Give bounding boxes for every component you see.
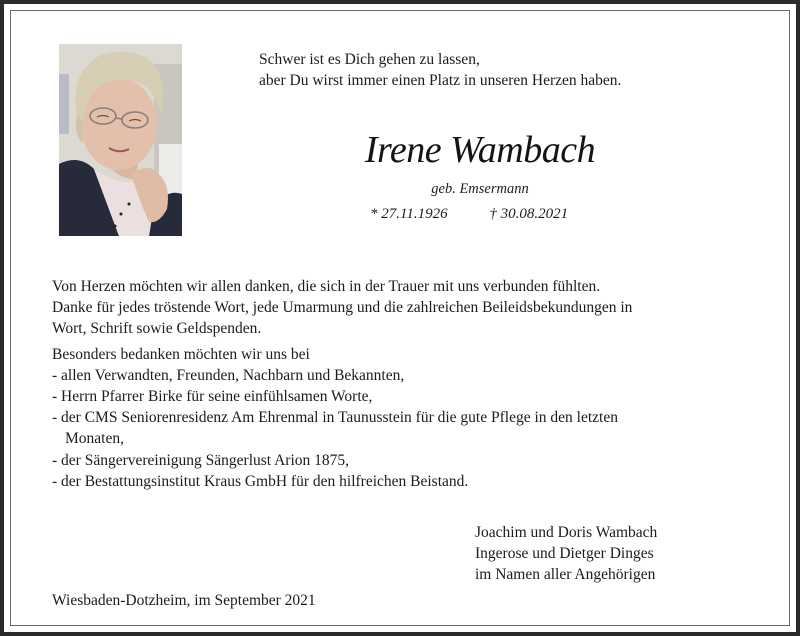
death-date: † 30.08.2021 xyxy=(489,206,569,222)
signature-line-3: im Namen aller Angehörigen xyxy=(475,566,656,583)
place-and-date: Wiesbaden-Dotzheim, im September 2021 xyxy=(52,592,316,609)
intro-line-1: Von Herzen möchten wir allen danken, die sich in der Trauer mit uns verbunden fühlten. xyxy=(52,278,601,295)
thanks-heading: Besonders bedanken möchten wir uns bei xyxy=(52,345,310,363)
life-dates xyxy=(370,204,568,224)
motto-line-1: Schwer ist es Dich gehen zu lassen, xyxy=(259,51,480,68)
thanks-item: - allen Verwandten, Freunden, Nachbarn und Bekannten, xyxy=(52,366,405,384)
thanks-item: - der CMS Seniorenresidenz Am Ehrenmal in Taunusstein für die gute Pflege in den letzten xyxy=(52,409,618,427)
motto-quote xyxy=(259,49,621,91)
thanks-item: - der Bestattungsinstitut Kraus GmbH für den hilfreichen Beistand. xyxy=(52,472,469,490)
signature-line-1: Joachim und Doris Wambach xyxy=(475,524,658,541)
thank-you-text xyxy=(52,276,762,492)
maiden-name: geb. Emsermann xyxy=(431,181,529,197)
deceased-name: Irene Wambach xyxy=(364,129,596,171)
thanks-item: - der Sängervereinigung Sängerlust Arion 1875, xyxy=(52,451,350,469)
thanks-item: - Herrn Pfarrer Birke für seine einfühlsamen Worte, xyxy=(52,388,373,406)
intro-line-2: Danke für jedes tröstende Wort, jede Umarmung und die zahlreichen Beileidsbekundungen in xyxy=(52,299,633,317)
signatures xyxy=(475,522,657,585)
portrait-image xyxy=(59,44,182,236)
thanks-item-continuation: Monaten, xyxy=(65,430,124,448)
birth-date: * 27.11.1926 xyxy=(370,206,448,222)
motto-line-2: aber Du wirst immer einen Platz in unseren Herzen haben. xyxy=(259,72,622,89)
portrait-photo xyxy=(59,44,182,236)
intro-line-3: Wort, Schrift sowie Geldspenden. xyxy=(52,320,262,338)
signature-line-2: Ingerose und Dietger Dinges xyxy=(475,545,654,562)
